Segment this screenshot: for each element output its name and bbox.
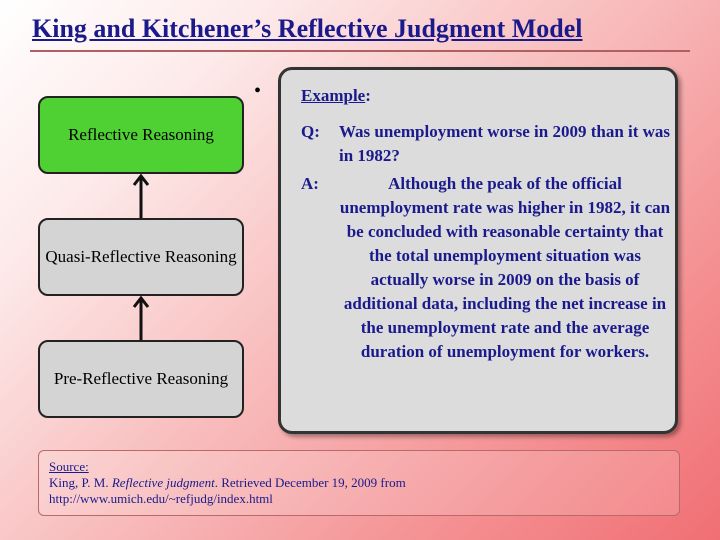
stage-pre-reflective-reasoning bbox=[38, 340, 244, 418]
stage-label: Pre-Reflective Reasoning bbox=[53, 369, 229, 388]
answer-text: Although the peak of the official unemployment rate was higher in 1982, it can be concluded with reasonable certainty that the total unemployment situation was actually worse in 2009 on the basis of additional data, including the net increase in the unemployment rate and the average duration of unemployment for workers. bbox=[339, 174, 671, 361]
stage-quasi-reflective-reasoning bbox=[38, 218, 244, 296]
source-citation bbox=[38, 450, 680, 516]
arrow-up-icon bbox=[132, 296, 150, 340]
source-label: Source: bbox=[49, 459, 89, 474]
answer-tag: A: bbox=[301, 174, 319, 193]
question-tag: Q: bbox=[301, 122, 320, 141]
question-text: Was unemployment worse in 2009 than it was in 1982? bbox=[339, 122, 671, 165]
source-reference: King, P. M. Reflective judgment. Retrieved December 19, 2009 from bbox=[49, 475, 406, 490]
stage-label: Reflective Reasoning bbox=[68, 125, 214, 144]
source-url[interactable]: http://www.umich.edu/~refjudg/index.html bbox=[49, 491, 273, 506]
title-divider bbox=[30, 50, 690, 52]
example-question bbox=[301, 120, 671, 168]
bullet-icon: • bbox=[254, 80, 262, 102]
stage-label: Quasi-Reflective Reasoning bbox=[45, 247, 237, 266]
example-callout bbox=[278, 67, 678, 434]
arrow-up-icon bbox=[132, 174, 150, 218]
page-title: King and Kitchener’s Reflective Judgment Model bbox=[32, 14, 583, 43]
stage-reflective-reasoning bbox=[38, 96, 244, 174]
example-answer bbox=[301, 172, 671, 364]
example-heading: Example: bbox=[301, 86, 371, 105]
